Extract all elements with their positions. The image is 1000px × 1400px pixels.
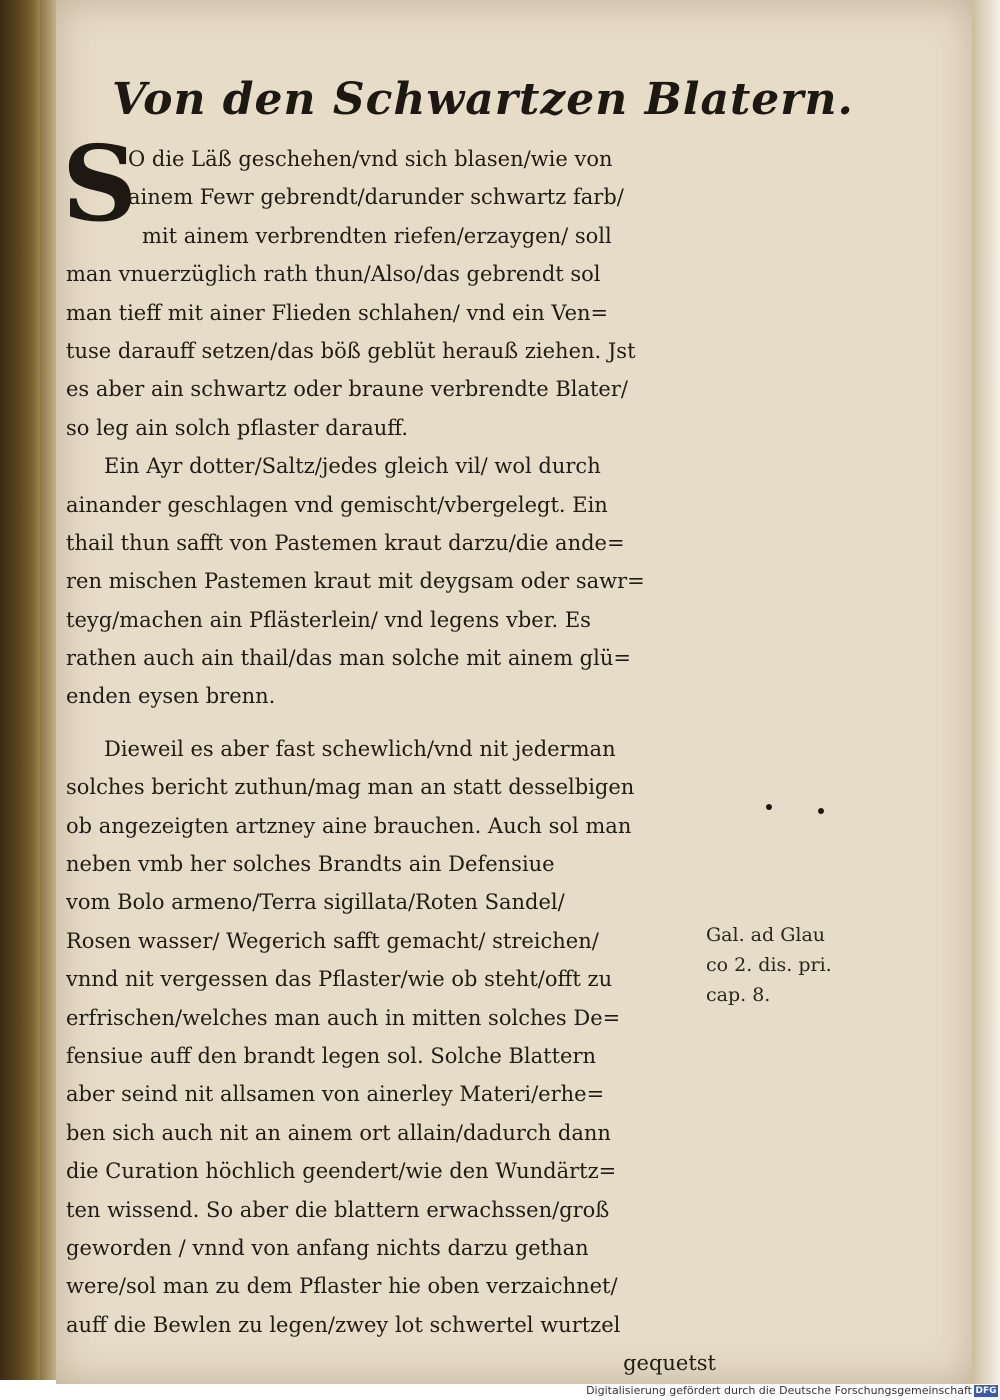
text-line: geworden / vnnd von anfang nichts darzu gethan bbox=[66, 1235, 589, 1260]
text-line: ob angezeigten artzney aine brauchen. Auch sol man bbox=[66, 813, 632, 838]
funding-credit: Digitalisierung gefördert durch die Deutsche Forschungsgemeinschaft bbox=[586, 1384, 972, 1397]
text-line: mit ainem verbrendten riefen/erzaygen/ soll bbox=[142, 223, 612, 248]
text-line: O die Läß geschehen/vnd sich blasen/wie von bbox=[128, 147, 613, 171]
text-line: Dieweil es aber fast schewlich/vnd nit jederman bbox=[104, 736, 616, 761]
drop-initial: S bbox=[62, 122, 138, 245]
text-line: die Curation höchlich geendert/wie den Wundärtz= bbox=[66, 1159, 617, 1184]
book-binding-edge bbox=[0, 0, 40, 1380]
text-line: ten wissend. So aber die blattern erwachssen/groß bbox=[66, 1197, 610, 1222]
text-line: man tieff mit ainer Flieden schlahen/ vnd ein Ven= bbox=[66, 300, 609, 325]
marginal-note-line: cap. 8. bbox=[706, 984, 771, 1006]
dfg-logo: DFG bbox=[975, 1386, 997, 1396]
marginal-note-line: Gal. ad Glau bbox=[706, 924, 826, 946]
ink-speck bbox=[766, 804, 772, 810]
ink-speck bbox=[818, 808, 824, 814]
page-fore-edge bbox=[972, 0, 1000, 1384]
text-line: tuse darauff setzen/das böß geblüt herauß ziehen. Jst bbox=[66, 338, 636, 363]
text-line: Ein Ayr dotter/Saltz/jedes gleich vil/ wol durch bbox=[104, 454, 601, 479]
text-line: erfrischen/welches man auch in mitten solches De= bbox=[66, 1005, 621, 1030]
paragraph-gap bbox=[66, 716, 716, 730]
text-line: solches bericht zuthun/mag man an statt desselbigen bbox=[66, 775, 635, 800]
text-line: aber seind nit allsamen von ainerley Materi/erhe= bbox=[66, 1082, 605, 1107]
text-line: es aber ain schwartz oder braune verbrendte Blater/ bbox=[66, 377, 628, 402]
marginal-note bbox=[706, 920, 832, 1010]
text-line: ainander geschlagen vnd gemischt/vbergelegt. Ein bbox=[66, 492, 608, 517]
text-line: ben sich auch nit an ainem ort allain/dadurch dann bbox=[66, 1120, 611, 1145]
marginal-note-line: co 2. dis. pri. bbox=[706, 954, 832, 976]
text-line: auff die Bewlen zu legen/zwey lot schwertel wurtzel bbox=[66, 1312, 621, 1337]
text-line: rathen auch ain thail/das man solche mit ainem glü= bbox=[66, 646, 631, 671]
catchword: gequetst bbox=[623, 1351, 716, 1376]
text-line: fensiue auff den brandt legen sol. Solche Blattern bbox=[66, 1043, 597, 1068]
text-line: Rosen wasser/ Wegerich safft gemacht/ streichen/ bbox=[66, 928, 599, 953]
text-line: ren mischen Pastemen kraut mit deygsam oder sawr= bbox=[66, 569, 645, 594]
text-line: vnnd nit vergessen das Pflaster/wie ob steht/offt zu bbox=[66, 967, 613, 992]
text-line: were/sol man zu dem Pflaster hie oben verzaichnet/ bbox=[66, 1274, 618, 1299]
text-line: neben vmb her solches Brandts ain Defensiue bbox=[66, 852, 555, 877]
text-line: vom Bolo armeno/Terra sigillata/Roten Sandel/ bbox=[66, 890, 565, 915]
text-line: so leg ain solch pflaster darauff. bbox=[66, 415, 409, 440]
text-line: teyg/machen ain Pflästerlein/ vnd legens vber. Es bbox=[66, 607, 591, 632]
text-line: thail thun safft von Pastemen kraut darzu/die ande= bbox=[66, 530, 625, 555]
text-line: ainem Fewr gebrendt/darunder schwartz farb/ bbox=[128, 185, 624, 210]
body-text bbox=[66, 140, 716, 1383]
text-line: man vnuerzüglich rath thun/Also/das gebrendt sol bbox=[66, 262, 601, 287]
page-title: Von den Schwartzen Blatern. bbox=[112, 74, 854, 125]
text-line: enden eysen brenn. bbox=[66, 684, 276, 709]
